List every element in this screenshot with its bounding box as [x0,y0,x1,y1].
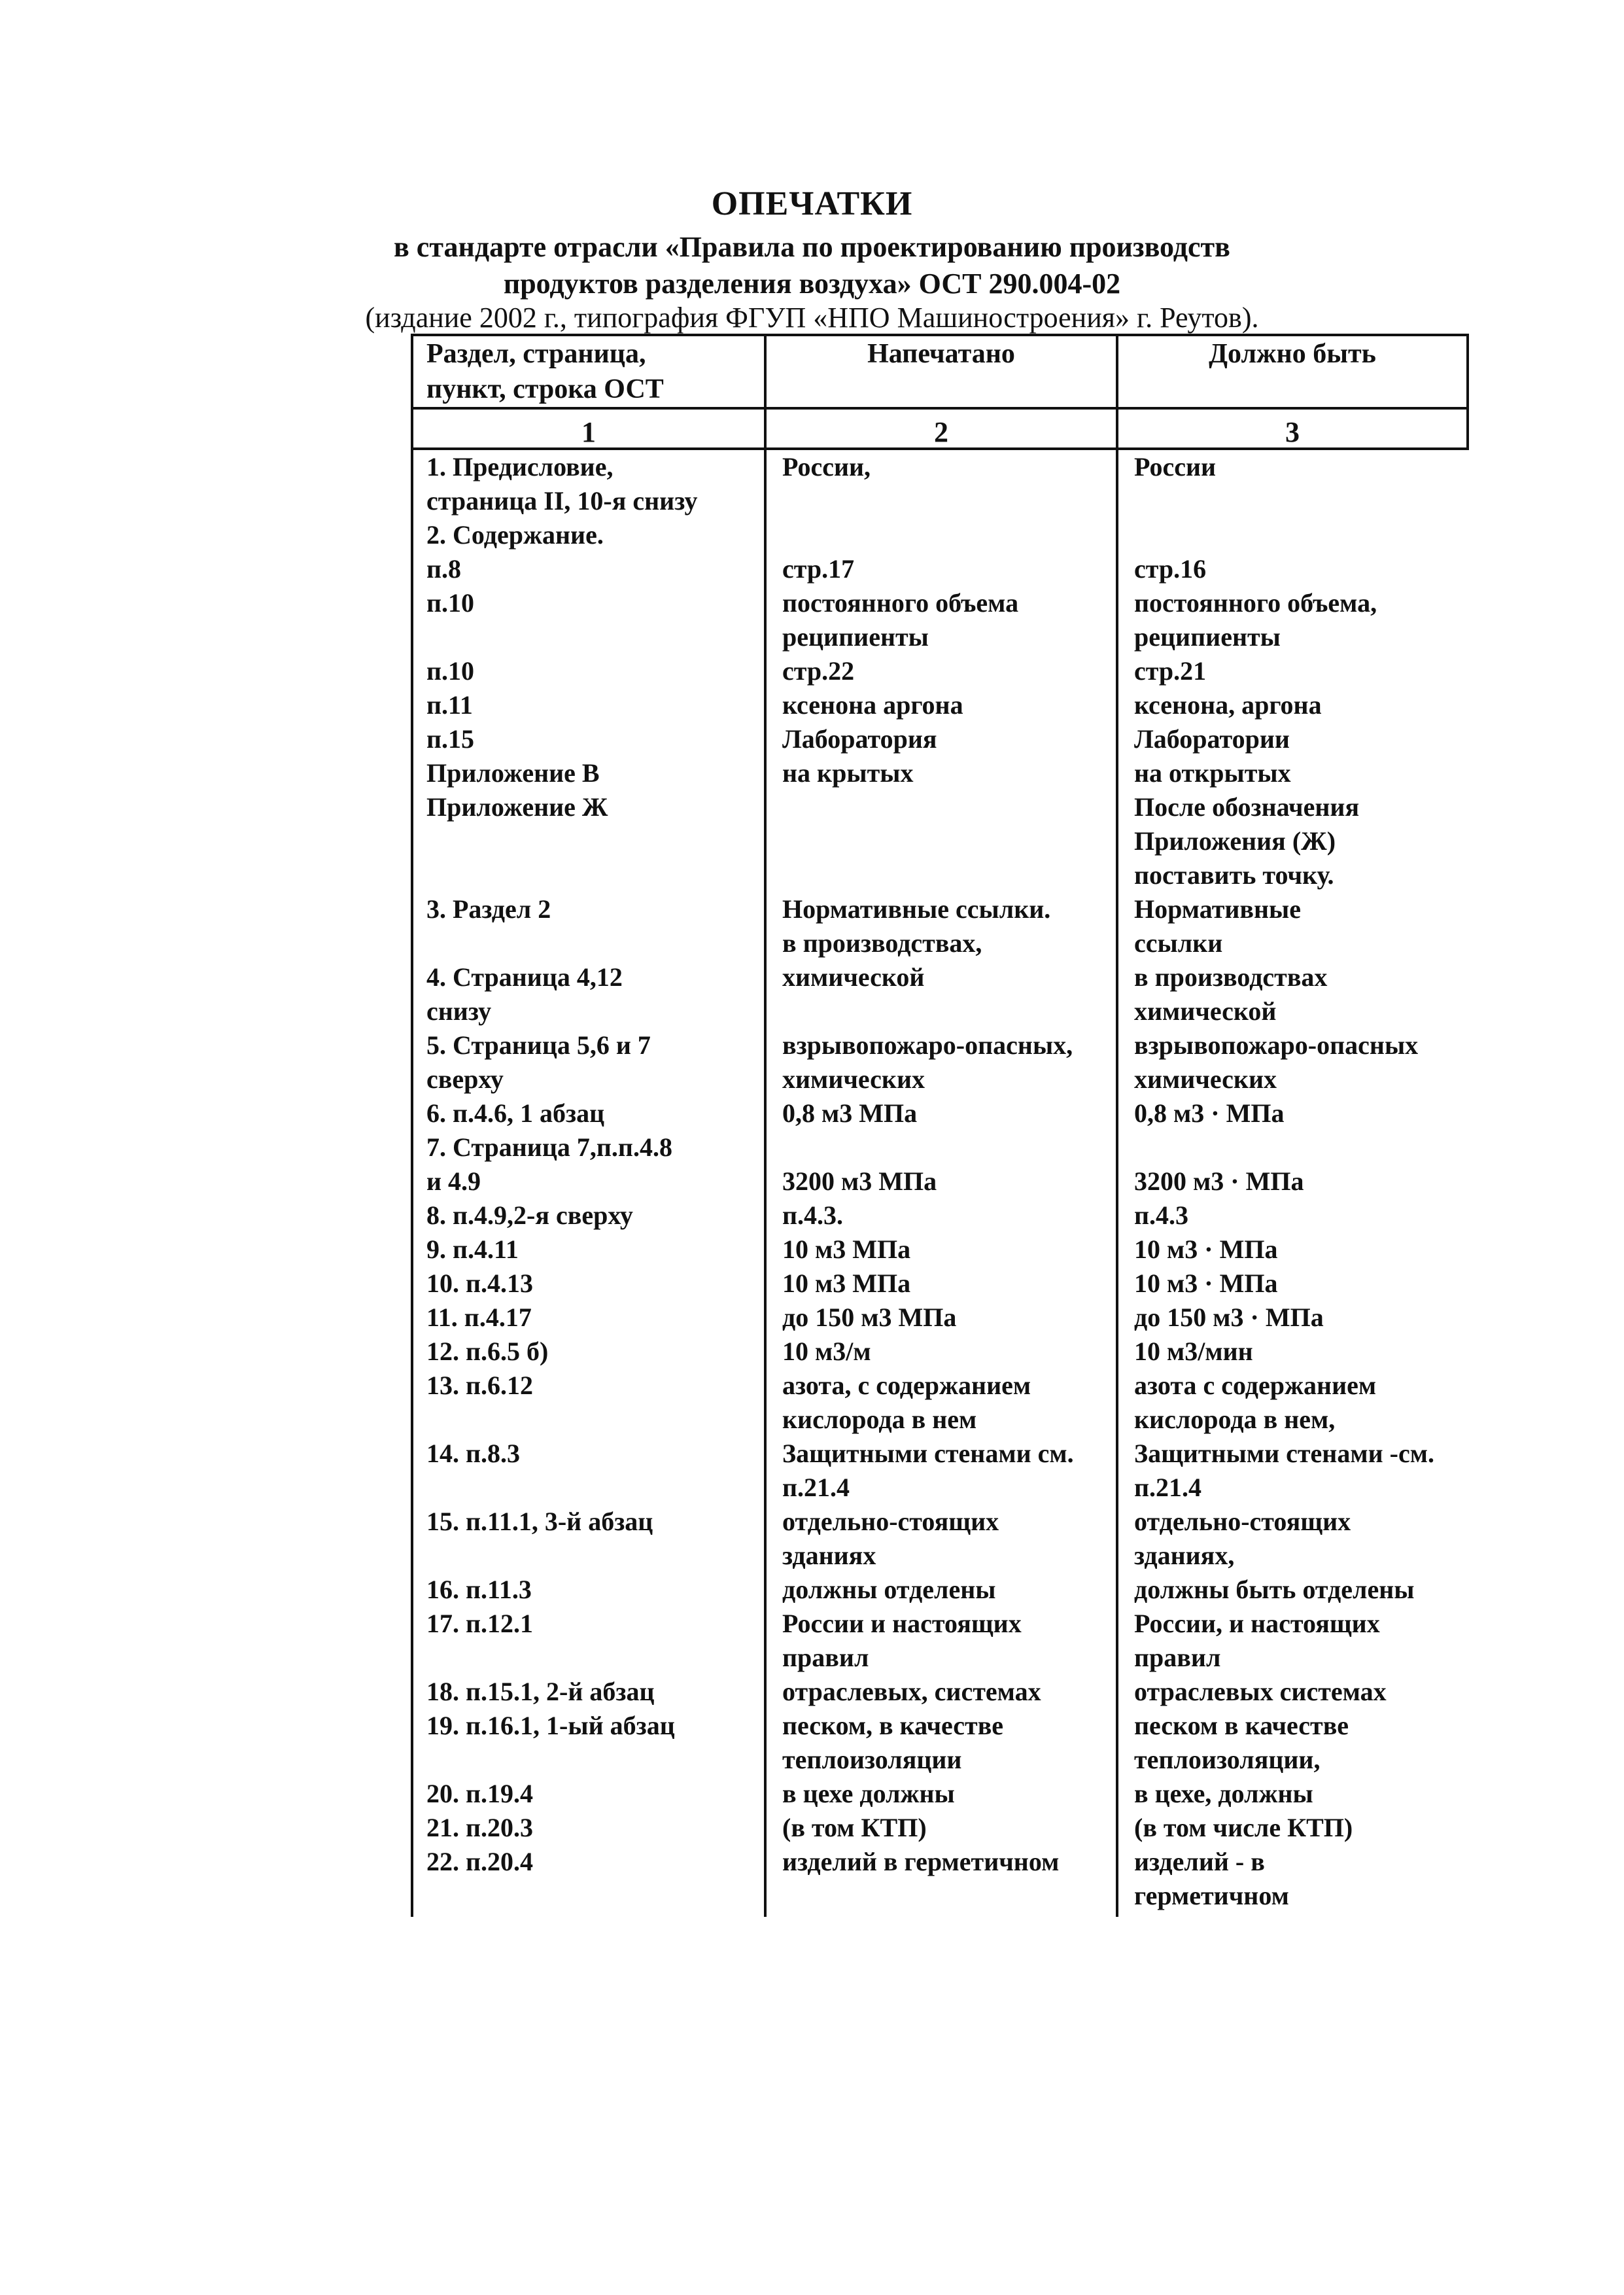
column-number-3: 3 [1285,416,1300,448]
column-header-section: Раздел, страница, пункт, строка ОСТ [426,339,664,404]
cell-correct: России [1134,452,1217,482]
cell-correct: изделий - в герметичном [1134,1847,1289,1910]
cell-section: Приложение Ж [426,792,608,822]
cell-printed: должны отделены [782,1575,996,1604]
cell-printed: (в том КТП) [782,1813,927,1842]
cell-correct: должны быть отделены [1134,1575,1415,1604]
cell-correct: После обозначения Приложения (Ж) поставить точку. [1134,792,1360,890]
cell-section: 21. п.20.3 [426,1813,534,1842]
table-row [411,1096,1469,1130]
cell-printed: ксенона аргона [782,690,963,720]
cell-correct: отдельно-стоящих зданиях, [1134,1507,1351,1570]
cell-printed [764,790,1116,892]
table-row [411,1130,1469,1199]
table-row [411,1607,1469,1675]
cell-correct: Лаборатории [1134,724,1290,754]
table-row [411,1573,1469,1607]
cell-section: 15. п.11.1, 3-й абзац [426,1507,653,1536]
cell-section: 17. п.12.1 [426,1609,534,1638]
cell-correct: ксенона, аргона [1134,690,1322,720]
cell-correct: в производствах химической [1134,962,1328,1026]
table-row [411,1845,1469,1913]
cell-correct: 10 м3 · МПа [1134,1235,1278,1264]
table-row [411,756,1469,790]
table-row [411,654,1469,688]
table-row [411,1233,1469,1267]
table-row [411,1437,1469,1505]
cell-section: 19. п.16.1, 1-ый абзац [426,1711,675,1740]
cell-section: п.10 [426,588,475,618]
cell-correct: взрывопожаро-опасных химических [1134,1030,1419,1094]
cell-section: 9. п.4.11 [426,1235,519,1264]
table-row [411,518,1469,552]
column-number-1: 1 [581,416,596,448]
table-row [411,1505,1469,1573]
cell-correct: Защитными стенами -см. п.21.4 [1134,1439,1434,1502]
cell-correct: 10 м3 · МПа [1134,1269,1278,1298]
table-row [411,1811,1469,1845]
cell-printed: химической [782,962,925,992]
table-row [411,1777,1469,1811]
cell-section: 14. п.8.3 [426,1439,521,1468]
cell-printed: России и настоящих правил [782,1609,1022,1672]
document-title: ОПЕЧАТКИ [711,185,913,222]
cell-correct: п.4.3 [1134,1200,1189,1230]
cell-correct: России, и настоящих правил [1134,1609,1380,1672]
cell-correct: отраслевых системах [1134,1677,1387,1706]
table-row [411,892,1469,960]
cell-printed: отраслевых, системах [782,1677,1041,1706]
cell-correct: 10 м3/мин [1134,1337,1253,1366]
cell-correct: азота с содержанием кислорода в нем, [1134,1371,1377,1434]
subtitle-line-2: продуктов разделения воздуха» ОСТ 290.004-02 [503,268,1121,300]
table-row [411,1709,1469,1777]
cell-section: 12. п.6.5 б) [426,1337,549,1366]
cell-printed: отдельно-стоящих зданиях [782,1507,999,1570]
column-header-correct: Должно быть [1209,339,1376,369]
cell-printed: 10 м3 МПа [782,1269,911,1298]
cell-correct: песком в качестве теплоизоляции, [1134,1711,1349,1774]
table-row [411,688,1469,722]
cell-printed: стр.22 [782,656,855,686]
table-row [411,552,1469,586]
cell-section: 1. Предисловие, страница II, 10-я снизу [426,452,698,516]
table-row [411,1028,1469,1096]
subtitle-line-1: в стандарте отрасли «Правила по проектированию производств [394,231,1230,263]
cell-correct: 3200 м3 · МПа [1134,1166,1304,1196]
cell-section: 13. п.6.12 [426,1371,534,1400]
table-row [411,722,1469,756]
table-row [411,1675,1469,1709]
column-number-2: 2 [934,416,948,448]
cell-printed: на крытых [782,758,914,788]
cell-section: 10. п.4.13 [426,1269,534,1298]
cell-section: 3. Раздел 2 [426,894,551,924]
table-row [411,1199,1469,1233]
cell-correct: (в том числе КТП) [1134,1813,1353,1842]
table-row [411,1369,1469,1437]
cell-printed: постоянного объема реципиенты [782,588,1019,652]
cell-section: 20. п.19.4 [426,1779,534,1808]
cell-printed: 0,8 м3 МПа [782,1098,918,1128]
table-row [411,450,1469,518]
cell-section: 2. Содержание. [426,520,604,550]
table-row [411,1335,1469,1369]
cell-section: п.15 [426,724,475,754]
cell-section: п.8 [426,554,462,584]
cell-section: 22. п.20.4 [426,1847,534,1876]
cell-correct: в цехе, должны [1134,1779,1313,1808]
cell-correct: Нормативные ссылки [1134,894,1302,958]
cell-section: п.11 [426,690,473,720]
subtitle-line-3: (издание 2002 г., типография ФГУП «НПО Машиностроения» г. Реутов). [365,302,1259,334]
cell-section: 7. Страница 7,п.п.4.8 и 4.9 [426,1132,672,1196]
cell-section: п.10 [426,656,475,686]
cell-printed: взрывопожаро-опасных, химических [782,1030,1073,1094]
table-row [411,586,1469,654]
cell-printed: песком, в качестве теплоизоляции [782,1711,1004,1774]
cell-printed: Нормативные ссылки. в производствах, [782,894,1051,958]
cell-printed: 10 м3/м [782,1337,871,1366]
cell-printed: 10 м3 МПа [782,1235,911,1264]
column-header-printed: Напечатано [867,339,1015,369]
cell-printed: 3200 м3 МПа [782,1166,937,1196]
cell-printed: стр.17 [782,554,855,584]
cell-printed: азота, с содержанием кислорода в нем [782,1371,1031,1434]
cell-printed [764,518,1116,552]
cell-section: 8. п.4.9,2-я сверху [426,1200,633,1230]
cell-correct: стр.16 [1134,554,1207,584]
table-row [411,1267,1469,1301]
cell-correct: 0,8 м3 · МПа [1134,1098,1285,1128]
cell-section: Приложение В [426,758,600,788]
table-right-border [1466,334,1469,450]
cell-correct [1116,518,1469,552]
cell-printed: изделий в герметичном [782,1847,1060,1876]
cell-printed: в цехе должны [782,1779,955,1808]
cell-section: 5. Страница 5,6 и 7 сверху [426,1030,651,1094]
cell-printed: России, [782,452,871,482]
table-row [411,790,1469,892]
header-separator [411,407,1469,410]
cell-printed: Защитными стенами см. п.21.4 [782,1439,1074,1502]
cell-correct: постоянного объема, реципиенты [1134,588,1377,652]
cell-correct: до 150 м3 · МПа [1134,1303,1324,1332]
cell-correct: на открытых [1134,758,1291,788]
table-row [411,960,1469,1028]
table-body [411,450,1469,1913]
cell-section: 11. п.4.17 [426,1303,532,1332]
cell-printed: Лаборатория [782,724,937,754]
cell-section: 18. п.15.1, 2-й абзац [426,1677,655,1706]
table-row [411,1301,1469,1335]
cell-section: 4. Страница 4,12 снизу [426,962,623,1026]
errata-table [411,334,1469,1917]
cell-correct: стр.21 [1134,656,1207,686]
cell-section: 6. п.4.6, 1 абзац [426,1098,605,1128]
cell-section: 16. п.11.3 [426,1575,532,1604]
cell-printed: до 150 м3 МПа [782,1303,957,1332]
cell-printed: п.4.3. [782,1200,844,1230]
